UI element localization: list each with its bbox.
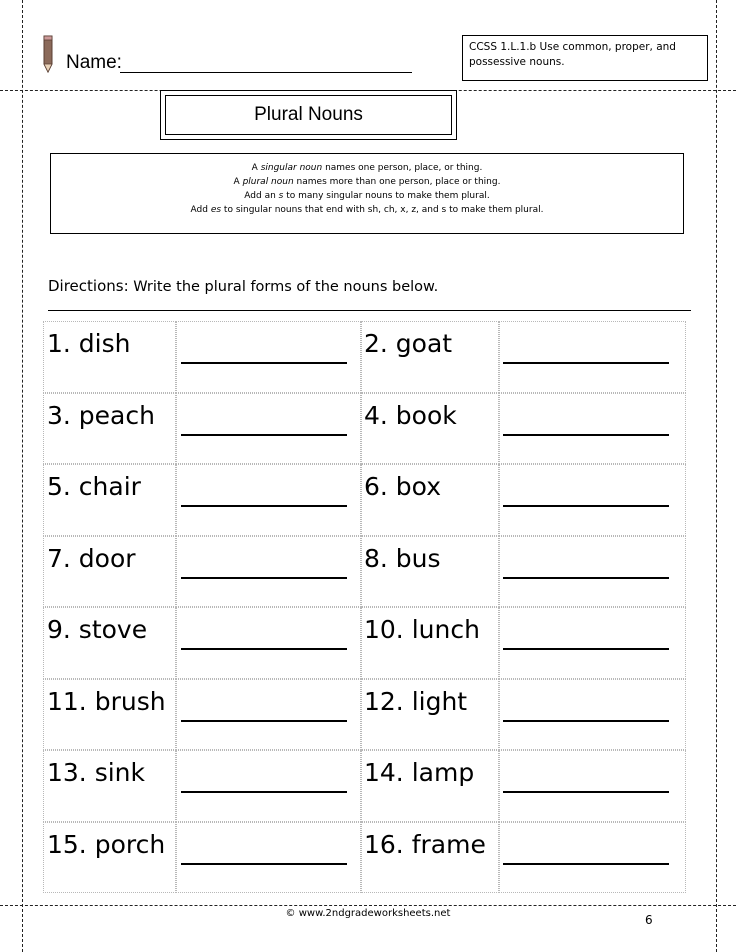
noun-item: 5. chair — [47, 472, 141, 501]
noun-item: 10. lunch — [364, 615, 480, 644]
page-number: 6 — [645, 913, 653, 927]
noun-item: 9. stove — [47, 615, 148, 644]
directions-rule — [48, 310, 691, 311]
name-label: Name: — [66, 52, 122, 73]
grid-cell — [499, 679, 686, 751]
answer-blank[interactable] — [181, 720, 347, 722]
grid-cell — [499, 321, 686, 393]
answer-blank[interactable] — [181, 434, 347, 436]
noun-item: 16. frame — [364, 829, 486, 859]
noun-item: 15. porch — [47, 829, 166, 859]
answer-blank[interactable] — [503, 362, 669, 364]
answer-blank[interactable] — [503, 648, 669, 650]
grid-cell — [176, 464, 361, 536]
grid-cell — [499, 536, 686, 608]
noun-item: 14. lamp — [364, 758, 475, 787]
right-cut-line — [716, 0, 717, 952]
grid-cell — [499, 750, 686, 822]
rule-line: Add an s to many singular nouns to make them plural. — [244, 191, 490, 201]
copyright: © www.2ndgradeworksheets.net — [285, 908, 451, 919]
answer-blank[interactable] — [503, 505, 669, 507]
grid-cell — [176, 750, 361, 822]
answer-blank[interactable] — [181, 863, 347, 865]
noun-item: 7. door — [47, 543, 136, 573]
name-field[interactable] — [120, 72, 412, 73]
answer-blank[interactable] — [503, 720, 669, 722]
answer-blank[interactable] — [181, 362, 347, 364]
noun-item: 8. bus — [364, 543, 441, 573]
bottom-cut-line — [0, 905, 736, 906]
grid-cell — [176, 679, 361, 751]
grid-cell — [499, 607, 686, 679]
grid-cell — [499, 822, 686, 894]
answer-blank[interactable] — [181, 648, 347, 650]
grid-cell — [176, 607, 361, 679]
grid-cell — [176, 536, 361, 608]
grid-cell — [176, 393, 361, 465]
answer-blank[interactable] — [503, 434, 669, 436]
left-cut-line — [22, 0, 23, 952]
noun-grid — [43, 321, 686, 893]
rule-line: A plural noun names more than one person, place or thing. — [233, 177, 501, 187]
page-title: Plural Nouns — [165, 95, 452, 135]
noun-item: 3. peach — [47, 400, 155, 430]
answer-blank[interactable] — [503, 577, 669, 579]
noun-item: 13. sink — [47, 758, 145, 787]
noun-item: 1. dish — [47, 329, 131, 358]
directions — [48, 277, 438, 295]
grid-cell — [499, 464, 686, 536]
grid-cell — [499, 393, 686, 465]
directions-text: Write the plural forms of the nouns below. — [133, 279, 439, 295]
grid-cell — [176, 321, 361, 393]
noun-item: 6. box — [364, 472, 441, 501]
pencil-icon — [40, 34, 58, 74]
noun-item: 4. book — [364, 400, 457, 430]
noun-item: 11. brush — [47, 686, 166, 716]
noun-item: 12. light — [364, 686, 468, 716]
answer-blank[interactable] — [181, 505, 347, 507]
rules-box — [50, 153, 684, 234]
standard-box: CCSS 1.L.1.b Use common, proper, and possessive nouns. — [462, 35, 708, 81]
answer-blank[interactable] — [503, 863, 669, 865]
grid-cell — [176, 822, 361, 894]
answer-blank[interactable] — [503, 791, 669, 793]
rule-line: Add es to singular nouns that end with sh, ch, x, z, and s to make them plural. — [190, 205, 544, 215]
noun-item: 2. goat — [364, 329, 453, 358]
directions-label: Directions: — [48, 277, 129, 295]
answer-blank[interactable] — [181, 577, 347, 579]
title-box — [160, 90, 457, 140]
answer-blank[interactable] — [181, 791, 347, 793]
rule-line: A singular noun names one person, place, or thing. — [251, 163, 483, 173]
